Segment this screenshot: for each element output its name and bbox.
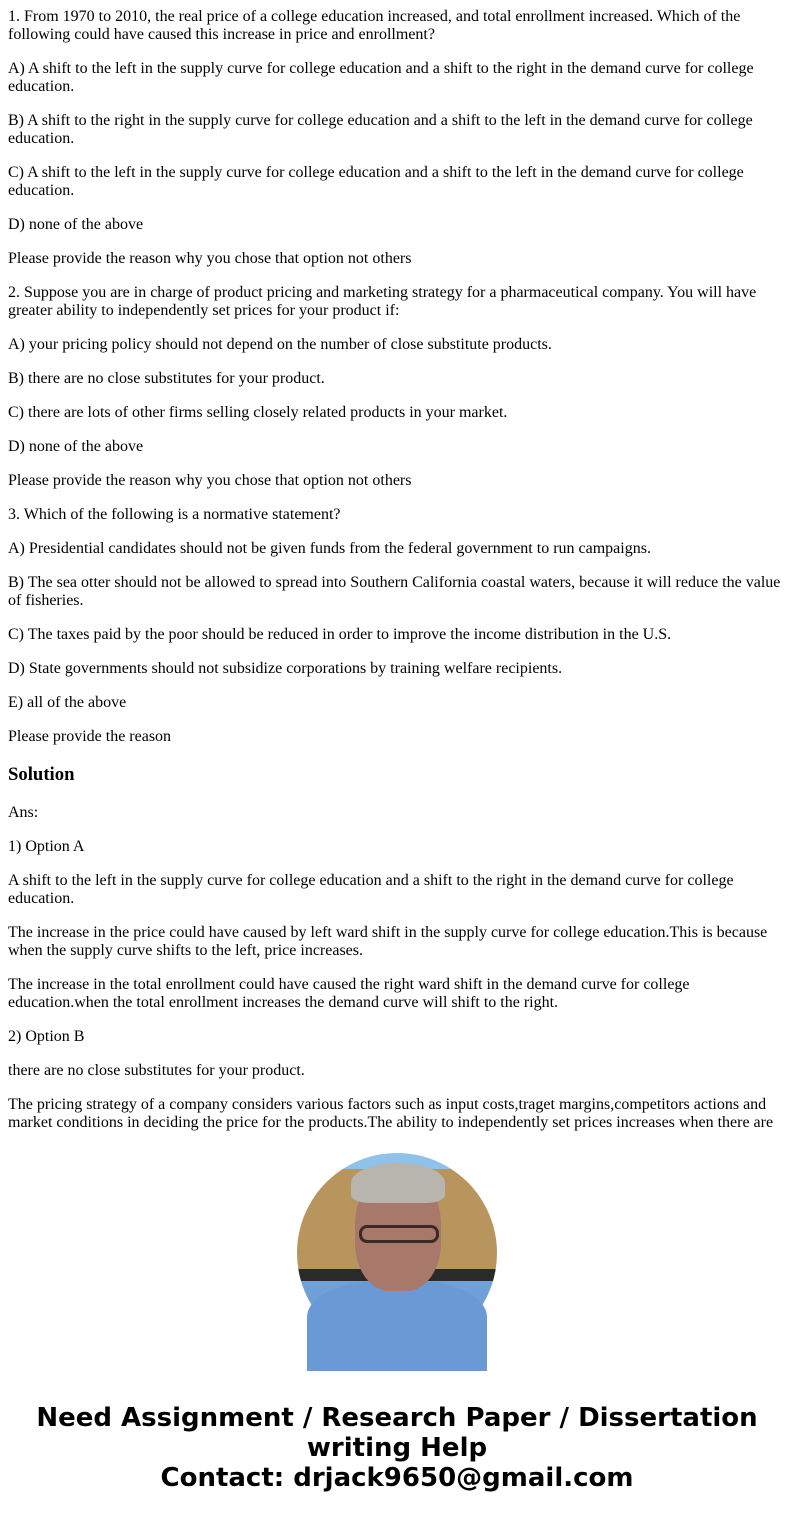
paragraph: B) The sea otter should not be allowed to spread into Southern California coastal waters, because it will reduce the value of fisheries.: [8, 574, 781, 609]
promo-contact: Contact: drjack9650@gmail.com: [160, 1463, 634, 1493]
paragraph: D) none of the above: [8, 216, 144, 233]
promo-headline: Need Assignment / Research Paper / Dissertation writing Help: [36, 1403, 758, 1463]
paragraph: A shift to the left in the supply curve for college education and a shift to the right in the demand curve for college education.: [8, 872, 734, 907]
promo-footer: [0, 1403, 794, 1493]
paragraph: Please provide the reason: [8, 728, 172, 745]
paragraph: Ans:: [8, 804, 39, 821]
paragraph: E) all of the above: [8, 694, 127, 711]
author-avatar: [297, 1153, 497, 1353]
paragraph: C) The taxes paid by the poor should be reduced in order to improve the income distribution in the U.S.: [8, 626, 672, 643]
paragraph: B) A shift to the right in the supply curve for college education and a shift to the left in the demand curve for college education.: [8, 112, 753, 147]
avatar-glasses: [359, 1225, 439, 1243]
paragraph: C) A shift to the left in the supply curve for college education and a shift to the left in the demand curve for college education.: [8, 164, 744, 199]
paragraph: 1. From 1970 to 2010, the real price of a college education increased, and total enrollment increased. Which of the following could have caused this increase in price and enrollment?: [8, 8, 741, 43]
paragraph: Please provide the reason why you chose that option not others: [8, 250, 412, 267]
paragraph: 2) Option B: [8, 1028, 85, 1045]
paragraph: D) none of the above: [8, 438, 144, 455]
paragraph: B) there are no close substitutes for your product.: [8, 370, 325, 387]
avatar-shirt: [307, 1281, 487, 1371]
paragraph: A) Presidential candidates should not be given funds from the federal government to run campaigns.: [8, 540, 651, 557]
paragraph: D) State governments should not subsidize corporations by training welfare recipients.: [8, 660, 563, 677]
paragraph: Please provide the reason why you chose that option not others: [8, 472, 412, 489]
paragraph: C) there are lots of other firms selling closely related products in your market.: [8, 404, 508, 421]
section-heading: Solution: [8, 764, 75, 785]
document-body: [0, 8, 794, 1132]
avatar-hair: [351, 1163, 445, 1203]
paragraph: The pricing strategy of a company considers various factors such as input costs,traget margins,competitors actions and market conditions in deciding the price for the products.The ability to independently set prices increases when there are: [8, 1096, 774, 1131]
paragraph: there are no close substitutes for your product.: [8, 1062, 305, 1079]
paragraph: The increase in the price could have caused by left ward shift in the supply curve for college education.This is because when the supply curve shifts to the left, price increases.: [8, 924, 768, 959]
paragraph: A) A shift to the left in the supply curve for college education and a shift to the right in the demand curve for college education.: [8, 60, 754, 95]
paragraph: 1) Option A: [8, 838, 85, 855]
paragraph: A) your pricing policy should not depend on the number of close substitute products.: [8, 336, 552, 353]
paragraph: 2. Suppose you are in charge of product pricing and marketing strategy for a pharmaceutical company. You will have greater ability to independently set prices for your product if:: [8, 284, 757, 319]
paragraph: The increase in the total enrollment could have caused the right ward shift in the demand curve for college education.when the total enrollment increases the demand curve will shift to the right.: [8, 976, 690, 1011]
paragraph: 3. Which of the following is a normative statement?: [8, 506, 341, 523]
